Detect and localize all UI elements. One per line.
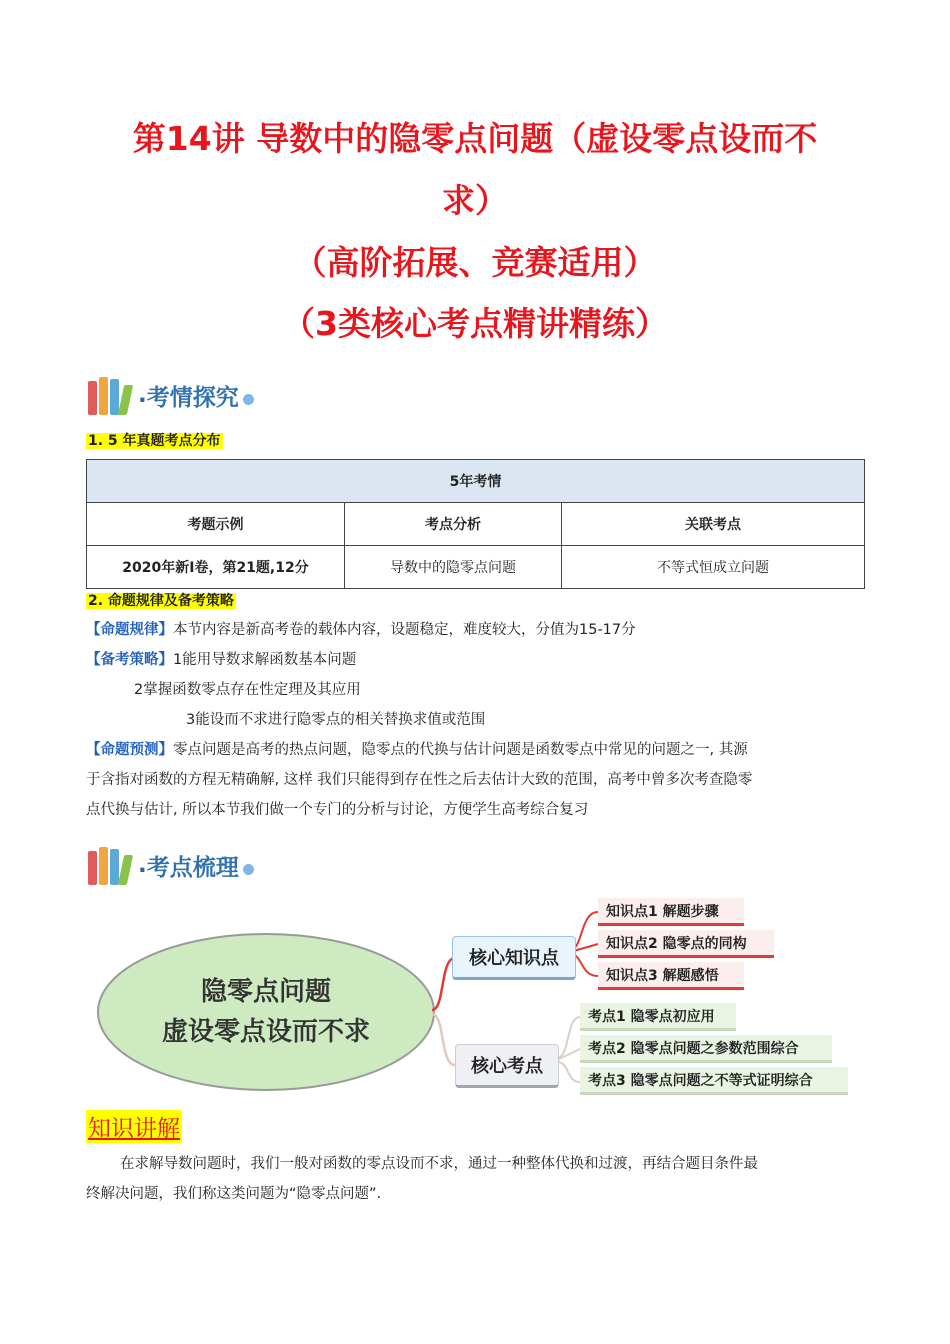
strategy-2: 2掌握函数零点存在性定理及其应用 xyxy=(134,682,361,698)
strategy-3: 3能设而不求进行隐零点的相关替换求值或范围 xyxy=(186,712,486,728)
label-mingti-guilv: 【命题规律】 xyxy=(86,622,173,638)
branch-core-knowledge: 核心知识点 xyxy=(452,936,576,980)
knowledge-heading: 知识讲解 xyxy=(86,1110,182,1143)
mindmap-center xyxy=(98,972,434,1052)
page-subtitle: （高阶拓展、竞赛适用） xyxy=(293,243,657,282)
knowledge-line: 终解决问题，我们称这类问题为“隐零点问题”. xyxy=(86,1186,382,1202)
page-title-line2: 求） xyxy=(442,181,508,220)
page-title-line1: 第14讲 导数中的隐零点问题（虚设零点设而不 xyxy=(132,119,818,158)
label-mingti-yuce: 【命题预测】 xyxy=(86,742,173,758)
label-beikao-celue: 【备考策略】 xyxy=(86,652,173,668)
branch-core-points: 核心考点 xyxy=(455,1044,559,1088)
subheading-2: 2. 命题规律及备考策略 xyxy=(88,593,234,609)
prediction-line: 点代换与估计, 所以本节我们做一个专门的分析与讨论，方便学生高考综合复习 xyxy=(86,802,589,818)
table-header-cell: 考点分析 xyxy=(345,503,562,546)
table-header-cell: 关联考点 xyxy=(562,503,865,546)
point-leaf: 考点1 隐零点初应用 xyxy=(580,1003,736,1031)
center-label-1: 隐零点问题 xyxy=(200,977,331,1007)
point-leaf: 考点3 隐零点问题之不等式证明综合 xyxy=(580,1067,848,1095)
table-cell: 不等式恒成立问题 xyxy=(562,546,865,589)
knowledge-leaf: 知识点3 解题感悟 xyxy=(598,962,744,990)
section-heading-kaoqing: . 考情探究 xyxy=(88,374,254,416)
subheading-1: 1. 5 年真题考点分布 xyxy=(88,433,221,449)
prediction-line: 于含指对函数的方程无精确解, 这样 我们只能得到存在性之后去估计大致的范围，高考中曾多次考查隐零 xyxy=(86,772,753,788)
point-leaf: 考点2 隐零点问题之参数范围综合 xyxy=(580,1035,832,1063)
section-title: 考情探究 xyxy=(146,384,239,411)
knowledge-paragraph xyxy=(86,1149,876,1209)
center-label-2: 虚设零点设而不求 xyxy=(161,1017,370,1047)
table-cell: 2020年新I卷，第21题,12分 xyxy=(87,546,345,589)
knowledge-leaf: 知识点1 解题步骤 xyxy=(598,898,744,926)
strategy-1: 1能用导数求解函数基本问题 xyxy=(173,652,357,668)
section-heading-kaodian: . 考点梳理 xyxy=(88,844,254,886)
knowledge-leaf: 知识点2 隐零点的同构 xyxy=(598,930,774,958)
rule-text: 本节内容是新高考卷的载体内容，设题稳定，难度较大，分值为15-17分 xyxy=(173,622,636,638)
knowledge-line: 在求解导数问题时，我们一般对函数的零点设而不求，通过一种整体代换和过渡，再结合题目条件最 xyxy=(120,1156,758,1172)
table-header-cell: 考题示例 xyxy=(87,503,345,546)
table-cell: 导数中的隐零点问题 xyxy=(345,546,562,589)
section-title: 考点梳理 xyxy=(146,854,239,881)
prediction-line: 零点问题是高考的热点问题，隐零点的代换与估计问题是函数零点中常见的问题之一, 其源 xyxy=(173,742,748,758)
page-subtitle-2: （3类核心考点精讲精练） xyxy=(282,304,668,343)
table-caption: 5年考情 xyxy=(87,460,865,503)
